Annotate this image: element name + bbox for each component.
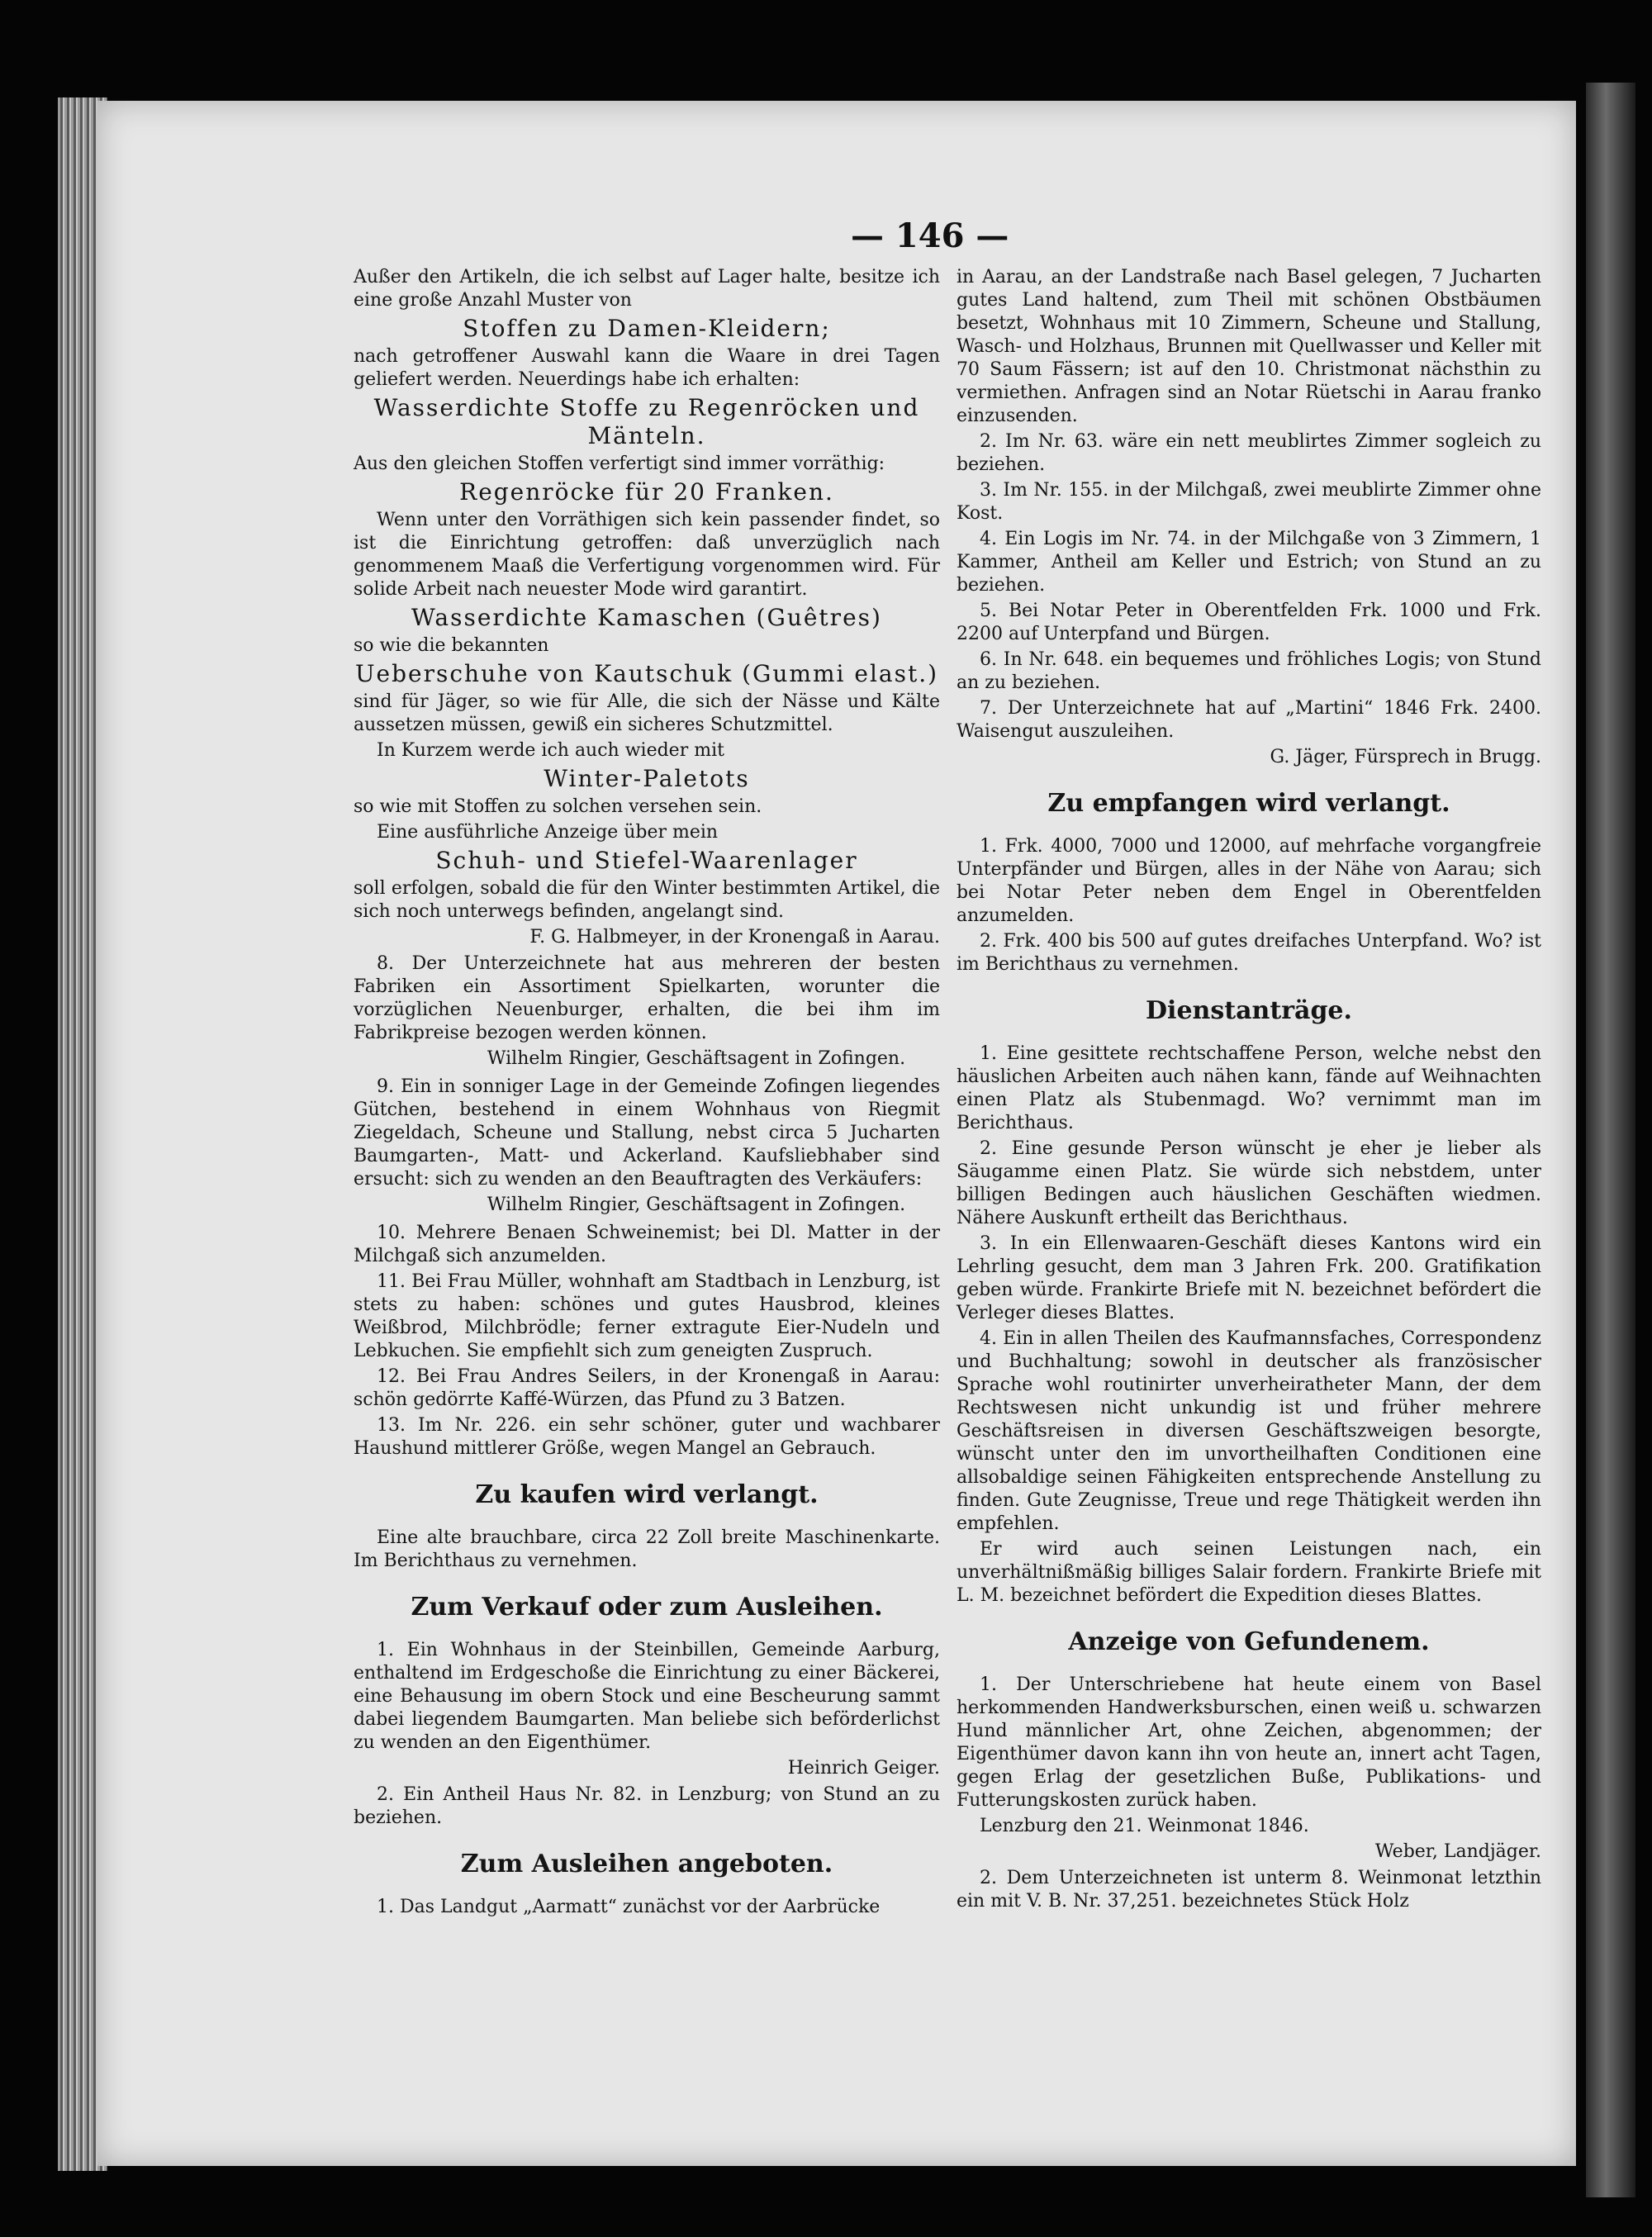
paragraph: 9. Ein in sonniger Lage in der Gemeinde Zofingen liegendes Gütchen, bestehend in einem Wohnhaus von Riegmit Ziegeldach, Scheune und Stallung, nebst circa 5 Jucharten Baumgarten-, Matt- und Ackerland. Kaufsliebhaber sind ersucht: sich zu wenden an den Beauftragten des Verkäufers: xyxy=(354,1076,940,1190)
signature: Wilhelm Ringier, Geschäftsagent in Zofingen. xyxy=(487,1048,906,1069)
paragraph: 1. Der Unterschriebene hat heute einem von Basel herkommenden Handwerksburschen, einen weiß u. schwarzen Hund männlicher Art, ohne Zeichen, abgenommen; der Eigenthümer davon kann ihn von heute an, innert acht Tagen, gegen Erlag der gesetzlichen Buße, Publikations- und Futterungskosten zurück haben. xyxy=(957,1674,1541,1811)
paragraph: Er wird auch seinen Leistungen nach, ein unverhältnißmäßig billiges Salair fordern. Frankirte Briefe mit L. M. bezeichnet befördert die Expedition dieses Blattes. xyxy=(957,1539,1541,1606)
signature: Wilhelm Ringier, Geschäftsagent in Zofingen. xyxy=(487,1194,906,1215)
paragraph: 1. Das Landgut „Aarmatt“ zunächst vor der Aarbrücke xyxy=(377,1897,881,1917)
paragraph: Eine ausführliche Anzeige über mein xyxy=(377,822,719,843)
paragraph: nach getroffener Auswahl kann die Waare in drei Tagen geliefert werden. Neuerdings habe ich erhalten: xyxy=(354,346,940,390)
paragraph: 12. Bei Frau Andres Seilers, in der Kronengaß in Aarau: schön gedörrte Kaffé-Würzen, das Pfund zu 3 Batzen. xyxy=(354,1366,940,1410)
display-line: Regenröcke für 20 Franken. xyxy=(459,478,834,506)
paragraph: 3. In ein Ellenwaaren-Geschäft dieses Kantons wird ein Lehrling gesucht, dem man 3 Jahren Frk. 200. Gratifikation geben würde. Frankirte Briefe mit N. bezeichnet befördert die Verleger dieses Blattes. xyxy=(957,1233,1541,1323)
paragraph: 7. Der Unterzeichnete hat auf „Martini“ 1846 Frk. 2400. Waisengut auszuleihen. xyxy=(957,698,1541,742)
book-spine-edge xyxy=(1586,83,1635,2197)
display-line: Winter-Paletots xyxy=(544,765,750,792)
paragraph: sind für Jäger, so wie für Alle, die sich der Nässe und Kälte aussetzen müssen, gewiß ein sicheres Schutzmittel. xyxy=(354,691,940,735)
paragraph: 2. Eine gesunde Person wünscht je eher je lieber als Säugamme einen Platz. Sie würde sich nebstdem, unter billigen Bedingen auch häuslichen Geschäften wiedmen. Nähere Auskunft ertheilt das Berichthaus. xyxy=(957,1138,1541,1228)
paragraph: soll erfolgen, sobald die für den Winter bestimmten Artikel, die sich noch unterwegs befinden, angelangt sind. xyxy=(354,878,940,922)
signature: Weber, Landjäger. xyxy=(1374,1841,1541,1862)
paragraph: In Kurzem werde ich auch wieder mit xyxy=(377,740,724,761)
section-heading: Zum Verkauf oder zum Ausleihen. xyxy=(411,1593,883,1622)
paragraph: in Aarau, an der Landstraße nach Basel gelegen, 7 Jucharten gutes Land haltend, zum Theil mit schönen Obstbäumen besetzt, Wohnhaus mit 10 Zimmern, Scheune und Stallung, Wasch- und Holzhaus, Brunnen mit Quellwasser und Keller mit 70 Saum Fässern; ist auf den 10. Christmonat nächsthin zu vermiethen. Anfragen sind an Notar Rüetschi in Aarau franko einzusenden. xyxy=(957,267,1541,426)
signature: Heinrich Geiger. xyxy=(787,1758,940,1779)
display-line: Ueberschuhe von Kautschuk (Gummi elast.) xyxy=(354,660,939,687)
display-line: Wasserdichte Kamaschen (Guêtres) xyxy=(411,604,882,631)
paragraph: 2. Ein Antheil Haus Nr. 82. in Lenzburg; von Stund an zu beziehen. xyxy=(354,1784,940,1828)
paragraph: 1. Ein Wohnhaus in der Steinbillen, Gemeinde Aarburg, enthaltend im Erdgeschoße die Einrichtung zu einer Bäckerei, eine Behausung im obern Stock und eine Bescheurung sammt dabei liegendem Baumgarten. Man beliebe sich beförderlichst zu wenden an den Eigenthümer. xyxy=(354,1640,940,1753)
section-heading: Anzeige von Gefundenem. xyxy=(1068,1627,1430,1656)
paragraph: 11. Bei Frau Müller, wohnhaft am Stadtbach in Lenzburg, ist stets zu haben: schönes und gutes Hausbrod, kleines Weißbrod, Milchbrödle; ferner extragute Eier-Nudeln und Lebkuchen. Sie empfiehlt sich zum geneigten Zuspruch. xyxy=(354,1271,940,1361)
paragraph: so wie mit Stoffen zu solchen versehen sein. xyxy=(354,796,762,817)
paragraph: 1. Frk. 4000, 7000 und 12000, auf mehrfache vorgangfreie Unterpfänder und Bürgen, alles in der Nähe von Aarau; sich bei Notar Peter neben dem Engel in Oberentfelden anzumelden. xyxy=(957,836,1541,926)
display-line: Schuh- und Stiefel-Waarenlager xyxy=(435,847,858,874)
dateline: Lenzburg den 21. Weinmonat 1846. xyxy=(980,1816,1309,1836)
paragraph: Eine alte brauchbare, circa 22 Zoll breite Maschinenkarte. Im Berichthaus zu vernehmen. xyxy=(354,1527,940,1571)
paragraph: 3. Im Nr. 155. in der Milchgaß, zwei meublirte Zimmer ohne Kost. xyxy=(957,480,1541,524)
section-heading: Zum Ausleihen angeboten. xyxy=(460,1850,833,1878)
paragraph: 13. Im Nr. 226. ein sehr schöner, guter und wachbarer Haushund mittlerer Größe, wegen Mangel an Gebrauch. xyxy=(354,1415,940,1459)
section-heading: Dienstanträge. xyxy=(1146,996,1352,1025)
paragraph: 1. Eine gesittete rechtschaffene Person, welche nebst den häuslichen Arbeiten auch nähen kann, fände auf Weihnachten einen Platz als Stubenmagd. Wo? vernimmt man im Berichthaus. xyxy=(957,1043,1541,1133)
display-line: Stoffen zu Damen-Kleidern; xyxy=(463,315,831,342)
paragraph: 2. Im Nr. 63. wäre ein nett meublirtes Zimmer sogleich zu beziehen. xyxy=(957,431,1541,475)
paragraph: Aus den gleichen Stoffen verfertigt sind immer vorräthig: xyxy=(354,454,885,474)
section-heading: Zu empfangen wird verlangt. xyxy=(1047,789,1450,818)
paragraph: Außer den Artikeln, die ich selbst auf Lager halte, besitze ich eine große Anzahl Muster von xyxy=(354,267,940,311)
paragraph: 4. Ein in allen Theilen des Kaufmannsfaches, Correspondenz und Buchhaltung; sowohl in deutscher als französischer Sprache wohl routinirter unverheiratheter Mann, der dem Rechtswesen nicht unkundig ist und früher mehrere Geschäftsreisen in diversen Geschäftszweigen besorgte, wünscht unter den im unvortheilhaften Conditionen eine allsobaldige seinen Fähigkeiten entsprechende Anstellung zu finden. Gute Zeugnisse, Treue und rege Thätigkeit werden ihn empfehlen. xyxy=(957,1328,1541,1534)
paragraph: Wenn unter den Vorräthigen sich kein passender findet, so ist die Einrichtung getroffen: daß unverzüglich nach genommenem Maaß die Verfertigung vorgenommen wird. Für solide Arbeit nach neuester Mode wird garantirt. xyxy=(354,510,940,600)
paragraph: 2. Dem Unterzeichneten ist unterm 8. Weinmonat letzthin ein mit V. B. Nr. 37,251. bezeichnetes Stück Holz xyxy=(957,1868,1541,1912)
signature: G. Jäger, Fürsprech in Brugg. xyxy=(1270,747,1541,767)
display-line: Wasserdichte Stoffe zu Regenröcken und Mänteln. xyxy=(373,394,920,449)
right-column xyxy=(957,266,1541,1916)
paragraph: 4. Ein Logis im Nr. 74. in der Milchgaße von 3 Zimmern, 1 Kammer, Antheil am Keller und Estrich; von Stund an zu beziehen. xyxy=(957,529,1541,596)
paragraph: 2. Frk. 400 bis 500 auf gutes dreifaches Unterpfand. Wo? ist im Berichthaus zu vernehmen. xyxy=(957,931,1541,975)
paragraph: so wie die bekannten xyxy=(354,635,549,656)
page-number: — 146 — xyxy=(851,216,1009,255)
left-column xyxy=(354,266,940,1921)
signature: F. G. Halbmeyer, in der Kronengaß in Aarau. xyxy=(529,927,940,948)
paragraph: 8. Der Unterzeichnete hat aus mehreren der besten Fabriken ein Assortiment Spielkarten, worunter die vorzüglichen Neuenburger, erhalten, die bei ihm im Fabrikpreise bezogen werden können. xyxy=(354,953,940,1043)
paragraph: 5. Bei Notar Peter in Oberentfelden Frk. 1000 und Frk. 2200 auf Unterpfand und Bürgen. xyxy=(957,601,1541,644)
section-heading: Zu kaufen wird verlangt. xyxy=(475,1480,819,1509)
paragraph: 10. Mehrere Benaen Schweinemist; bei Dl. Matter in der Milchgaß sich anzumelden. xyxy=(354,1223,940,1266)
paragraph: 6. In Nr. 648. ein bequemes und fröhliches Logis; von Stund an zu beziehen. xyxy=(957,649,1541,693)
